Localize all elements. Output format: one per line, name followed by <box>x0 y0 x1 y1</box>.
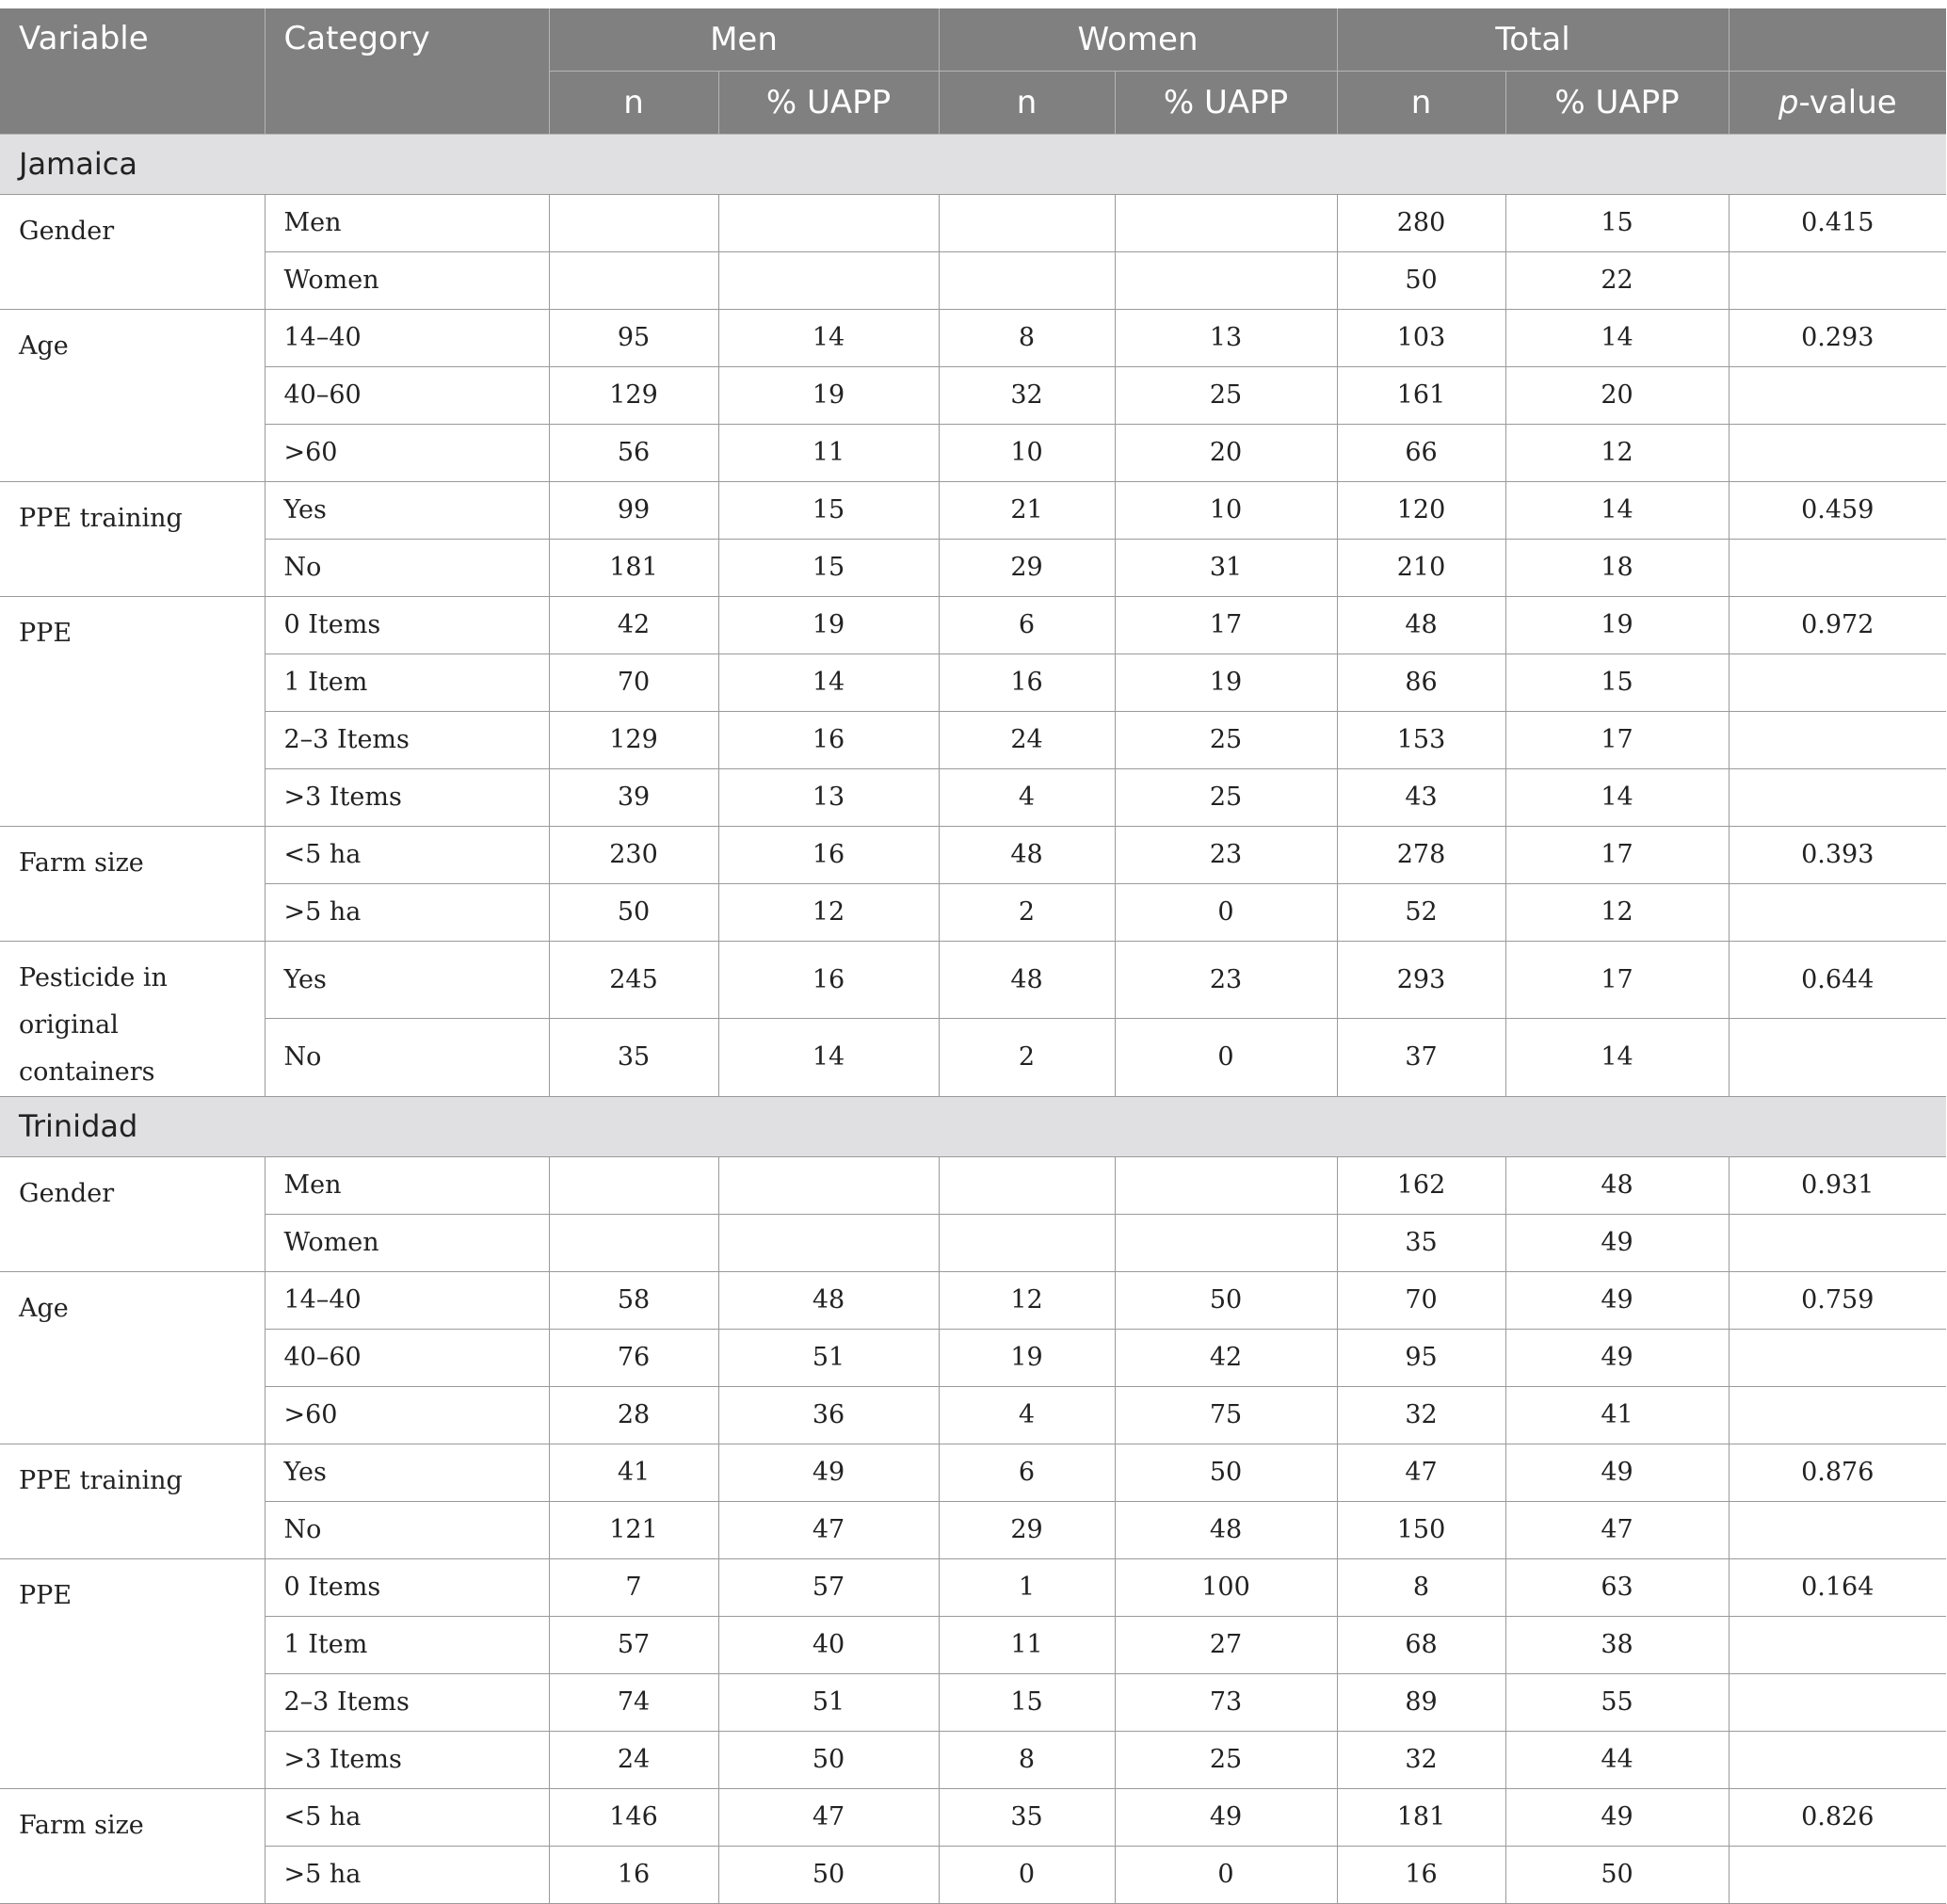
women-n-cell: 35 <box>939 1788 1115 1846</box>
women-pct-cell: 50 <box>1115 1271 1337 1329</box>
total-n-cell: 50 <box>1337 251 1505 309</box>
table-row <box>0 539 1946 596</box>
women-pct-cell: 23 <box>1115 941 1337 1019</box>
men-n-cell: 121 <box>549 1501 718 1558</box>
men-pct-cell: 16 <box>718 711 939 768</box>
total-n-cell: 89 <box>1337 1673 1505 1731</box>
header-women-pct: % UAPP <box>1115 71 1337 134</box>
p-value-cell <box>1729 1501 1946 1558</box>
p-value-cell <box>1729 883 1946 941</box>
women-pct-cell <box>1115 194 1337 251</box>
women-pct-cell: 13 <box>1115 309 1337 366</box>
total-n-cell: 70 <box>1337 1271 1505 1329</box>
table-row <box>0 1386 1946 1444</box>
header-category: Category <box>265 8 549 134</box>
men-pct-cell <box>718 251 939 309</box>
category-cell: 2–3 Items <box>265 711 549 768</box>
total-pct-cell: 14 <box>1505 481 1729 539</box>
men-n-cell: 76 <box>549 1329 718 1386</box>
total-pct-cell: 50 <box>1505 1846 1729 1903</box>
men-n-cell: 146 <box>549 1788 718 1846</box>
women-n-cell: 32 <box>939 366 1115 424</box>
total-n-cell: 162 <box>1337 1156 1505 1214</box>
p-value-cell <box>1729 424 1946 481</box>
table-row <box>0 1156 1946 1214</box>
header-men-pct: % UAPP <box>718 71 939 134</box>
p-value-cell <box>1729 1673 1946 1731</box>
variable-cell: PPE training <box>0 481 265 596</box>
category-cell: >3 Items <box>265 768 549 826</box>
men-pct-cell: 50 <box>718 1731 939 1788</box>
table-row <box>0 1271 1946 1329</box>
men-n-cell <box>549 1214 718 1271</box>
men-pct-cell: 49 <box>718 1444 939 1501</box>
table-row <box>0 1019 1946 1097</box>
category-cell: 14–40 <box>265 309 549 366</box>
men-pct-cell: 50 <box>718 1846 939 1903</box>
women-n-cell <box>939 194 1115 251</box>
variable-cell: Gender <box>0 194 265 309</box>
category-cell: No <box>265 1019 549 1097</box>
category-cell: >60 <box>265 1386 549 1444</box>
section-row <box>0 1096 1946 1156</box>
total-n-cell: 68 <box>1337 1616 1505 1673</box>
women-n-cell: 6 <box>939 1444 1115 1501</box>
header-men-n: n <box>549 71 718 134</box>
results-table <box>0 8 1946 1904</box>
table-row <box>0 653 1946 711</box>
men-pct-cell: 14 <box>718 309 939 366</box>
variable-cell: Farm size <box>0 1788 265 1903</box>
total-n-cell: 43 <box>1337 768 1505 826</box>
header-pvalue-rest: -value <box>1798 83 1897 121</box>
women-pct-cell: 0 <box>1115 1846 1337 1903</box>
men-pct-cell: 13 <box>718 768 939 826</box>
table-row <box>0 1329 1946 1386</box>
women-n-cell: 8 <box>939 1731 1115 1788</box>
total-pct-cell: 14 <box>1505 768 1729 826</box>
men-pct-cell: 11 <box>718 424 939 481</box>
men-pct-cell: 51 <box>718 1329 939 1386</box>
men-n-cell: 42 <box>549 596 718 653</box>
women-n-cell: 8 <box>939 309 1115 366</box>
header-women: Women <box>939 8 1337 71</box>
men-n-cell: 24 <box>549 1731 718 1788</box>
total-pct-cell: 12 <box>1505 883 1729 941</box>
table-row <box>0 1444 1946 1501</box>
men-pct-cell: 16 <box>718 941 939 1019</box>
total-pct-cell: 14 <box>1505 309 1729 366</box>
category-cell: 1 Item <box>265 653 549 711</box>
p-value-cell: 0.931 <box>1729 1156 1946 1214</box>
category-cell: Yes <box>265 1444 549 1501</box>
variable-cell: PPE training <box>0 1444 265 1558</box>
men-n-cell: 129 <box>549 711 718 768</box>
table-row <box>0 768 1946 826</box>
women-n-cell: 4 <box>939 1386 1115 1444</box>
category-cell: 14–40 <box>265 1271 549 1329</box>
table-row <box>0 1501 1946 1558</box>
men-n-cell: 41 <box>549 1444 718 1501</box>
men-pct-cell: 40 <box>718 1616 939 1673</box>
total-n-cell: 48 <box>1337 596 1505 653</box>
total-pct-cell: 18 <box>1505 539 1729 596</box>
men-n-cell: 181 <box>549 539 718 596</box>
table-row <box>0 251 1946 309</box>
category-cell: Women <box>265 1214 549 1271</box>
total-pct-cell: 55 <box>1505 1673 1729 1731</box>
women-n-cell <box>939 1156 1115 1214</box>
p-value-cell: 0.759 <box>1729 1271 1946 1329</box>
total-pct-cell: 41 <box>1505 1386 1729 1444</box>
category-cell: 40–60 <box>265 366 549 424</box>
category-cell: >5 ha <box>265 1846 549 1903</box>
p-value-cell <box>1729 1616 1946 1673</box>
p-value-cell: 0.826 <box>1729 1788 1946 1846</box>
category-cell: >3 Items <box>265 1731 549 1788</box>
p-value-cell: 0.876 <box>1729 1444 1946 1501</box>
women-pct-cell <box>1115 251 1337 309</box>
section-title: Jamaica <box>0 134 1946 194</box>
table-row <box>0 1558 1946 1616</box>
women-pct-cell: 10 <box>1115 481 1337 539</box>
men-n-cell: 230 <box>549 826 718 883</box>
p-value-cell: 0.644 <box>1729 941 1946 1019</box>
total-pct-cell: 14 <box>1505 1019 1729 1097</box>
women-n-cell: 15 <box>939 1673 1115 1731</box>
men-n-cell: 245 <box>549 941 718 1019</box>
category-cell: Men <box>265 194 549 251</box>
variable-cell: Age <box>0 309 265 481</box>
category-cell: 40–60 <box>265 1329 549 1386</box>
total-n-cell: 32 <box>1337 1731 1505 1788</box>
table-row <box>0 711 1946 768</box>
total-pct-cell: 15 <box>1505 194 1729 251</box>
men-pct-cell: 36 <box>718 1386 939 1444</box>
table-row <box>0 941 1946 1019</box>
header-pvalue <box>1729 71 1946 134</box>
variable-cell: PPE <box>0 1558 265 1788</box>
category-cell: Yes <box>265 481 549 539</box>
total-pct-cell: 17 <box>1505 711 1729 768</box>
p-value-cell <box>1729 1386 1946 1444</box>
women-n-cell: 48 <box>939 941 1115 1019</box>
women-pct-cell: 0 <box>1115 1019 1337 1097</box>
table-row <box>0 1214 1946 1271</box>
category-cell: 1 Item <box>265 1616 549 1673</box>
total-n-cell: 32 <box>1337 1386 1505 1444</box>
total-pct-cell: 49 <box>1505 1444 1729 1501</box>
women-n-cell: 24 <box>939 711 1115 768</box>
women-pct-cell <box>1115 1214 1337 1271</box>
women-n-cell <box>939 1214 1115 1271</box>
category-cell: >5 ha <box>265 883 549 941</box>
women-n-cell: 29 <box>939 1501 1115 1558</box>
total-n-cell: 47 <box>1337 1444 1505 1501</box>
men-pct-cell: 14 <box>718 653 939 711</box>
men-n-cell: 70 <box>549 653 718 711</box>
p-value-cell <box>1729 711 1946 768</box>
men-n-cell <box>549 251 718 309</box>
total-n-cell: 210 <box>1337 539 1505 596</box>
header-total-pct: % UAPP <box>1505 71 1729 134</box>
women-pct-cell: 100 <box>1115 1558 1337 1616</box>
p-value-cell <box>1729 1019 1946 1097</box>
women-pct-cell: 27 <box>1115 1616 1337 1673</box>
p-value-cell <box>1729 1329 1946 1386</box>
table-row <box>0 1616 1946 1673</box>
men-n-cell: 50 <box>549 883 718 941</box>
total-pct-cell: 63 <box>1505 1558 1729 1616</box>
women-pct-cell: 20 <box>1115 424 1337 481</box>
women-n-cell: 16 <box>939 653 1115 711</box>
variable-cell: Gender <box>0 1156 265 1271</box>
women-n-cell: 4 <box>939 768 1115 826</box>
category-cell: No <box>265 539 549 596</box>
total-pct-cell: 17 <box>1505 941 1729 1019</box>
men-pct-cell: 14 <box>718 1019 939 1097</box>
total-pct-cell: 38 <box>1505 1616 1729 1673</box>
women-n-cell: 11 <box>939 1616 1115 1673</box>
women-n-cell: 1 <box>939 1558 1115 1616</box>
men-pct-cell: 47 <box>718 1788 939 1846</box>
section-title: Trinidad <box>0 1096 1946 1156</box>
total-pct-cell: 49 <box>1505 1788 1729 1846</box>
table-row <box>0 1731 1946 1788</box>
p-value-cell <box>1729 653 1946 711</box>
header-total-n: n <box>1337 71 1505 134</box>
category-cell: 0 Items <box>265 1558 549 1616</box>
table-body <box>0 134 1946 1903</box>
p-value-cell <box>1729 768 1946 826</box>
women-pct-cell: 19 <box>1115 653 1337 711</box>
total-n-cell: 150 <box>1337 1501 1505 1558</box>
total-n-cell: 95 <box>1337 1329 1505 1386</box>
total-pct-cell: 44 <box>1505 1731 1729 1788</box>
total-pct-cell: 49 <box>1505 1329 1729 1386</box>
men-pct-cell: 19 <box>718 596 939 653</box>
category-cell: Women <box>265 251 549 309</box>
p-value-cell: 0.415 <box>1729 194 1946 251</box>
header-pvalue-top <box>1729 8 1946 71</box>
women-n-cell: 12 <box>939 1271 1115 1329</box>
women-pct-cell: 31 <box>1115 539 1337 596</box>
men-n-cell: 99 <box>549 481 718 539</box>
men-n-cell: 39 <box>549 768 718 826</box>
women-n-cell: 10 <box>939 424 1115 481</box>
men-pct-cell: 48 <box>718 1271 939 1329</box>
p-value-cell <box>1729 1731 1946 1788</box>
total-n-cell: 153 <box>1337 711 1505 768</box>
variable-cell: PPE <box>0 596 265 826</box>
men-n-cell: 16 <box>549 1846 718 1903</box>
variable-cell: Age <box>0 1271 265 1444</box>
category-cell: >60 <box>265 424 549 481</box>
men-pct-cell <box>718 1156 939 1214</box>
category-cell: No <box>265 1501 549 1558</box>
total-pct-cell: 49 <box>1505 1271 1729 1329</box>
p-value-cell: 0.393 <box>1729 826 1946 883</box>
men-pct-cell: 15 <box>718 539 939 596</box>
men-n-cell: 56 <box>549 424 718 481</box>
men-n-cell <box>549 1156 718 1214</box>
women-pct-cell: 25 <box>1115 711 1337 768</box>
total-pct-cell: 48 <box>1505 1156 1729 1214</box>
p-value-cell: 0.972 <box>1729 596 1946 653</box>
total-n-cell: 280 <box>1337 194 1505 251</box>
men-n-cell: 7 <box>549 1558 718 1616</box>
table-row <box>0 366 1946 424</box>
total-n-cell: 181 <box>1337 1788 1505 1846</box>
category-cell: Men <box>265 1156 549 1214</box>
total-n-cell: 86 <box>1337 653 1505 711</box>
men-n-cell: 57 <box>549 1616 718 1673</box>
total-n-cell: 52 <box>1337 883 1505 941</box>
men-n-cell: 35 <box>549 1019 718 1097</box>
men-pct-cell: 16 <box>718 826 939 883</box>
total-pct-cell: 47 <box>1505 1501 1729 1558</box>
table-row <box>0 194 1946 251</box>
women-pct-cell: 25 <box>1115 366 1337 424</box>
men-pct-cell: 51 <box>718 1673 939 1731</box>
p-value-cell <box>1729 366 1946 424</box>
total-n-cell: 8 <box>1337 1558 1505 1616</box>
table-row <box>0 424 1946 481</box>
p-value-cell <box>1729 251 1946 309</box>
header-total: Total <box>1337 8 1729 71</box>
men-n-cell: 74 <box>549 1673 718 1731</box>
total-n-cell: 66 <box>1337 424 1505 481</box>
men-n-cell: 58 <box>549 1271 718 1329</box>
table-row <box>0 1788 1946 1846</box>
header-women-n: n <box>939 71 1115 134</box>
total-n-cell: 278 <box>1337 826 1505 883</box>
header-men: Men <box>549 8 939 71</box>
men-pct-cell: 47 <box>718 1501 939 1558</box>
p-value-cell: 0.164 <box>1729 1558 1946 1616</box>
p-value-cell <box>1729 539 1946 596</box>
header-pvalue-p: p <box>1778 83 1799 121</box>
men-pct-cell <box>718 194 939 251</box>
men-n-cell: 28 <box>549 1386 718 1444</box>
p-value-cell: 0.459 <box>1729 481 1946 539</box>
men-pct-cell: 19 <box>718 366 939 424</box>
total-pct-cell: 19 <box>1505 596 1729 653</box>
women-pct-cell: 25 <box>1115 1731 1337 1788</box>
section-row <box>0 134 1946 194</box>
women-pct-cell: 23 <box>1115 826 1337 883</box>
table-header <box>0 8 1946 134</box>
total-n-cell: 161 <box>1337 366 1505 424</box>
total-n-cell: 37 <box>1337 1019 1505 1097</box>
men-pct-cell <box>718 1214 939 1271</box>
total-n-cell: 293 <box>1337 941 1505 1019</box>
men-n-cell: 95 <box>549 309 718 366</box>
men-pct-cell: 12 <box>718 883 939 941</box>
women-n-cell: 0 <box>939 1846 1115 1903</box>
women-n-cell: 19 <box>939 1329 1115 1386</box>
total-n-cell: 120 <box>1337 481 1505 539</box>
table-row <box>0 826 1946 883</box>
women-pct-cell: 0 <box>1115 883 1337 941</box>
header-variable: Variable <box>0 8 265 134</box>
women-n-cell: 2 <box>939 1019 1115 1097</box>
women-pct-cell <box>1115 1156 1337 1214</box>
women-n-cell: 29 <box>939 539 1115 596</box>
men-pct-cell: 15 <box>718 481 939 539</box>
category-cell: <5 ha <box>265 826 549 883</box>
category-cell: 2–3 Items <box>265 1673 549 1731</box>
table-row <box>0 883 1946 941</box>
total-n-cell: 35 <box>1337 1214 1505 1271</box>
table-row <box>0 481 1946 539</box>
total-pct-cell: 12 <box>1505 424 1729 481</box>
total-pct-cell: 15 <box>1505 653 1729 711</box>
total-n-cell: 103 <box>1337 309 1505 366</box>
women-pct-cell: 17 <box>1115 596 1337 653</box>
p-value-cell <box>1729 1214 1946 1271</box>
variable-cell: Farm size <box>0 826 265 941</box>
men-n-cell <box>549 194 718 251</box>
women-pct-cell: 48 <box>1115 1501 1337 1558</box>
women-n-cell <box>939 251 1115 309</box>
women-n-cell: 2 <box>939 883 1115 941</box>
table-row <box>0 309 1946 366</box>
total-pct-cell: 22 <box>1505 251 1729 309</box>
men-n-cell: 129 <box>549 366 718 424</box>
total-pct-cell: 17 <box>1505 826 1729 883</box>
table-row <box>0 596 1946 653</box>
women-n-cell: 48 <box>939 826 1115 883</box>
men-pct-cell: 57 <box>718 1558 939 1616</box>
women-pct-cell: 25 <box>1115 768 1337 826</box>
women-n-cell: 6 <box>939 596 1115 653</box>
total-pct-cell: 49 <box>1505 1214 1729 1271</box>
category-cell: Yes <box>265 941 549 1019</box>
women-pct-cell: 73 <box>1115 1673 1337 1731</box>
women-n-cell: 21 <box>939 481 1115 539</box>
table-row <box>0 1673 1946 1731</box>
total-pct-cell: 20 <box>1505 366 1729 424</box>
category-cell: <5 ha <box>265 1788 549 1846</box>
women-pct-cell: 42 <box>1115 1329 1337 1386</box>
p-value-cell: 0.293 <box>1729 309 1946 366</box>
total-n-cell: 16 <box>1337 1846 1505 1903</box>
women-pct-cell: 49 <box>1115 1788 1337 1846</box>
category-cell: 0 Items <box>265 596 549 653</box>
women-pct-cell: 75 <box>1115 1386 1337 1444</box>
variable-cell: Pesticide in original containers <box>0 941 265 1096</box>
women-pct-cell: 50 <box>1115 1444 1337 1501</box>
